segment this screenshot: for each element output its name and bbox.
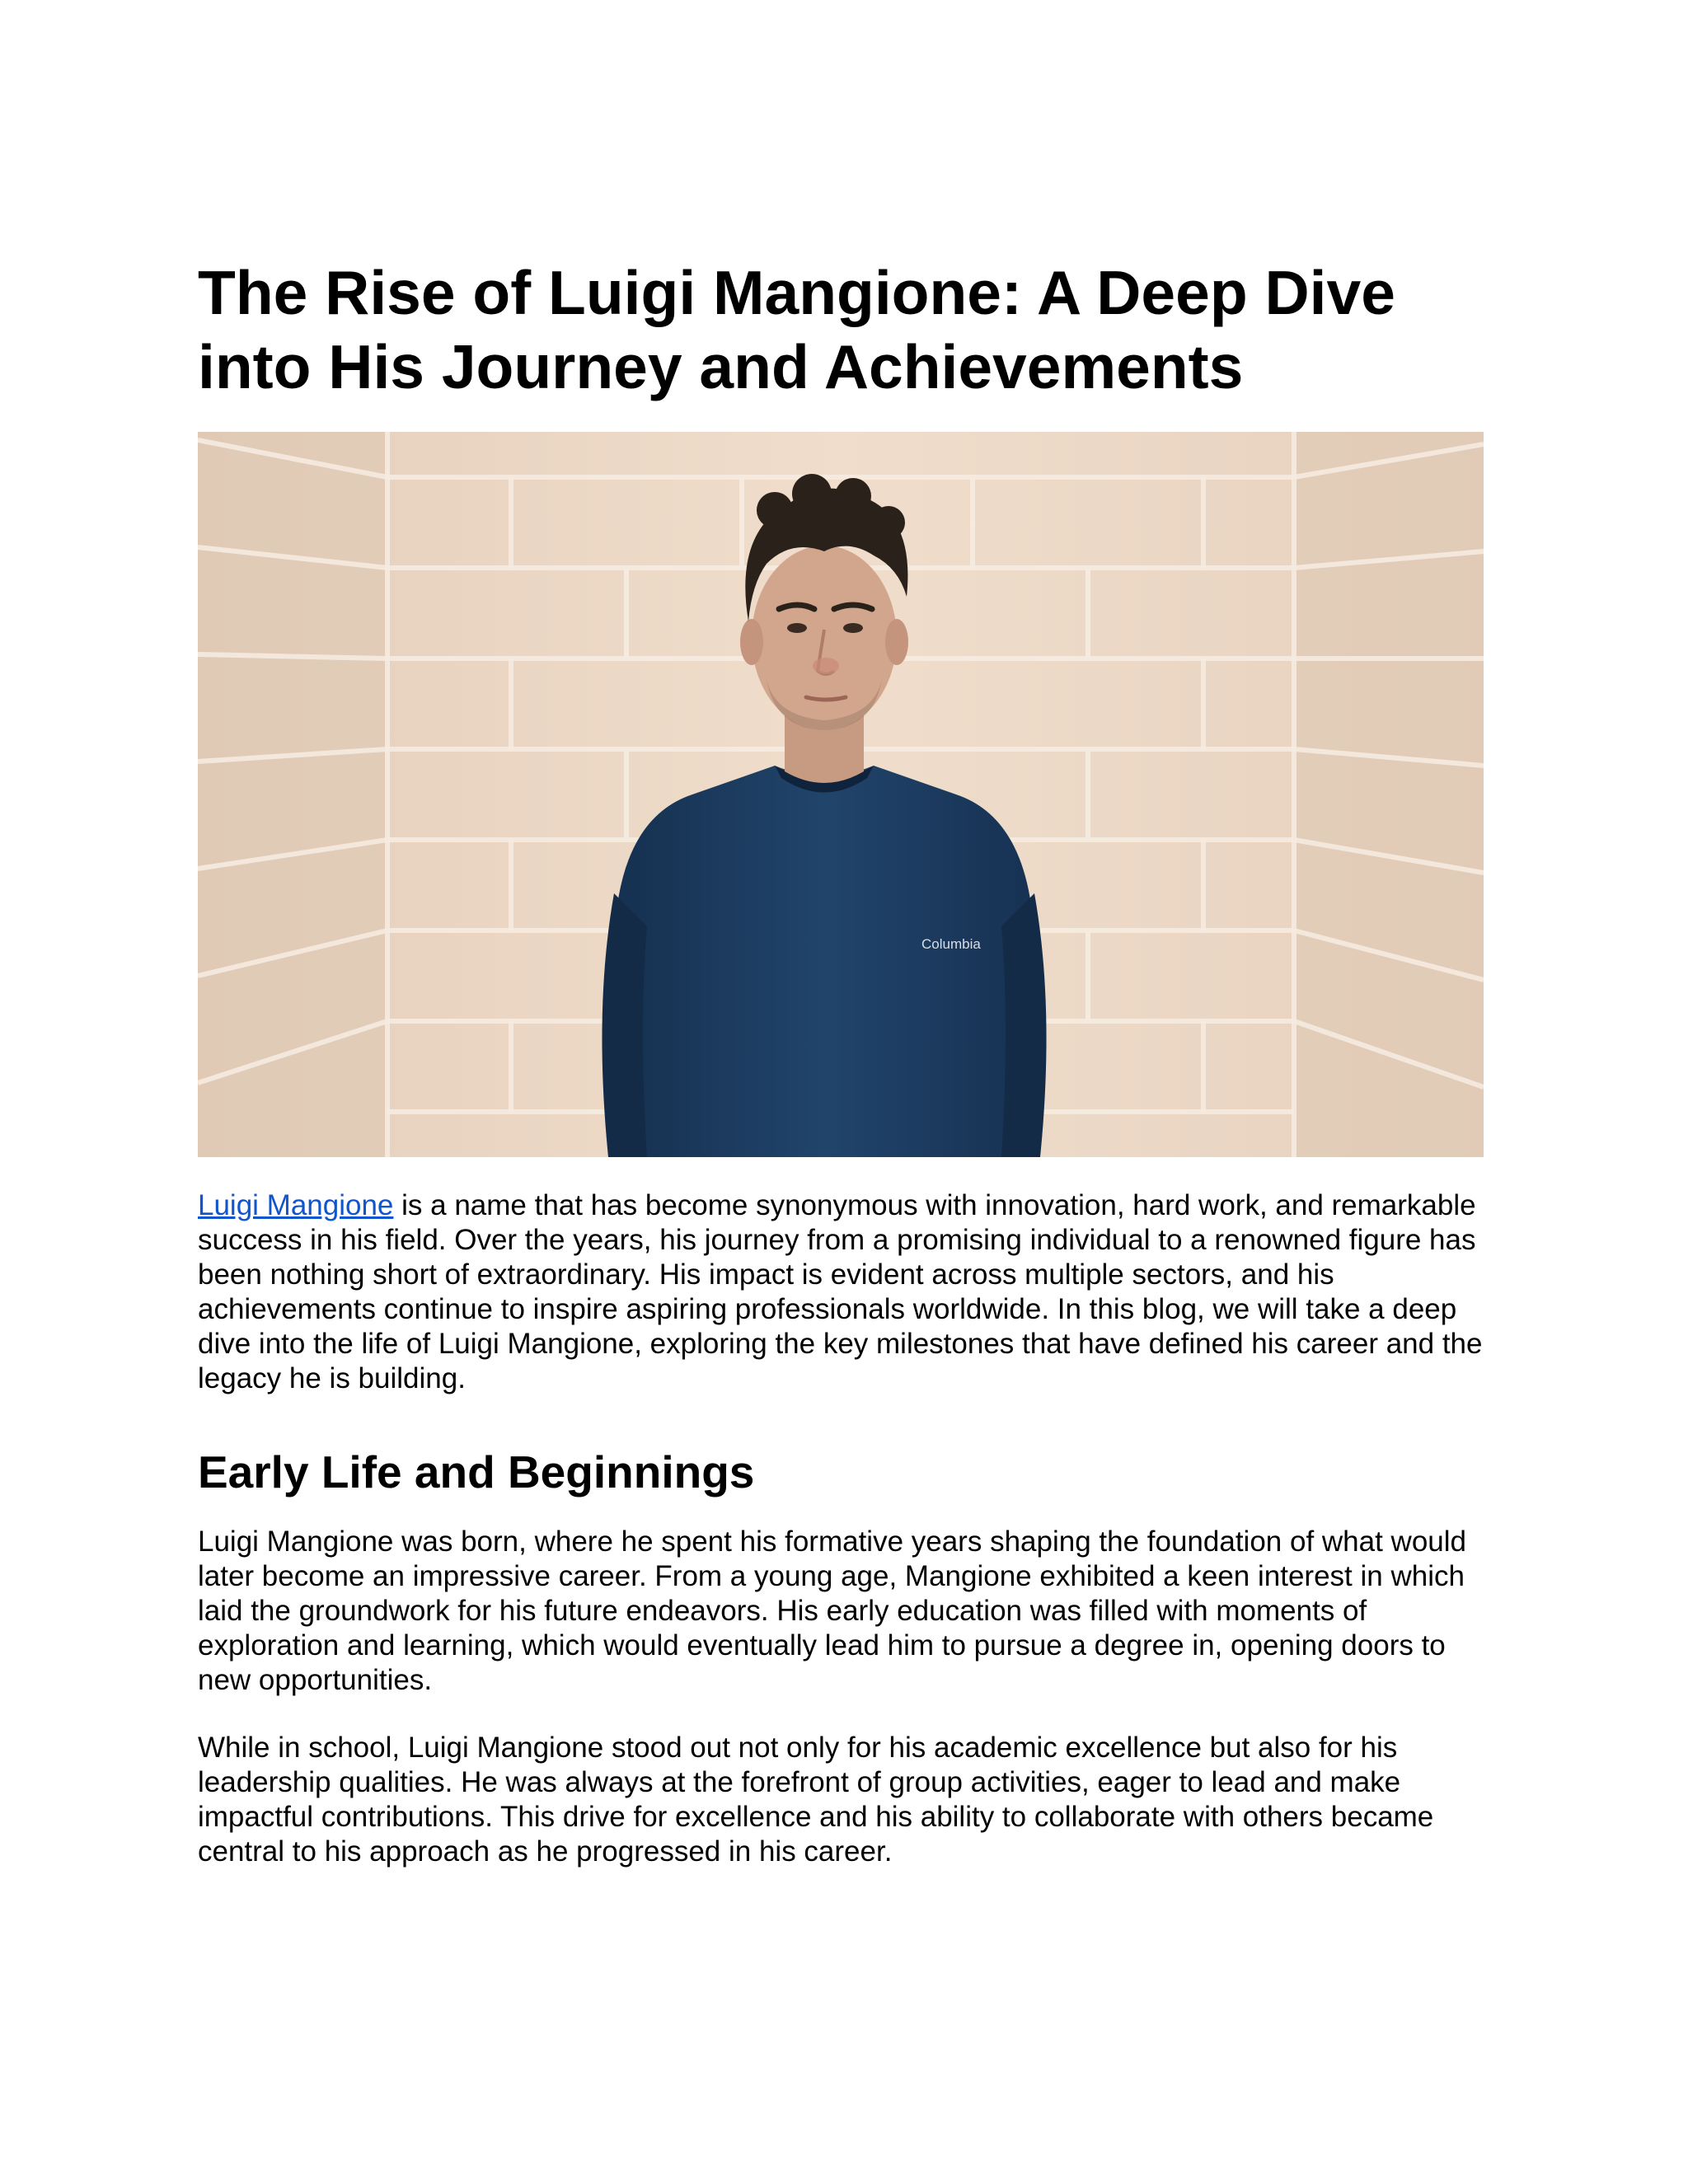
intro-text: is a name that has become synonymous with innovation, hard work, and remarkable success in his field. Over the years, his journey from a promising individual to a renowned figure has been nothing short of extraordinary. His impact is evident across multiple sectors, and his achievements continue to inspire aspiring professionals worldwide. In this blog, we will take a deep dive into the life of Luigi Mangione, exploring the key milestones that have defined his career and the legacy he is building. (198, 1189, 1483, 1394)
early-life-paragraph-2: While in school, Luigi Mangione stood out not only for his academic excellence but also for his leadership qualities. He was always at the forefront of group activities, eager to lead and make impactful contributions. This drive for excellence and his ability to collaborate with others became central to his approach as he progressed in his career. (198, 1732, 1434, 1868)
hero-photo (198, 432, 1484, 1157)
hero-photo-illustration (198, 432, 1484, 1157)
shirt-logo-text: Columbia (921, 936, 981, 952)
article-title: The Rise of Luigi Mangione: A Deep Dive into His Journey and Achievements (198, 258, 1395, 401)
shirt (610, 766, 1039, 1157)
section-heading-early-life: Early Life and Beginnings (198, 1446, 755, 1497)
intro-paragraph (198, 1188, 1484, 1396)
early-life-paragraph-1: Luigi Mangione was born, where he spent his formative years shaping the foundation of what would later become an impressive career. From a young age, Mangione exhibited a keen interest in which laid the groundwork for his future endeavors. His early education was filled with moments of exploration and learning, which would eventually lead him to pursue a degree in, opening doors to new opportunities. (198, 1526, 1466, 1696)
article (198, 255, 1484, 1869)
luigi-mangione-link[interactable]: Luigi Mangione (198, 1189, 394, 1221)
